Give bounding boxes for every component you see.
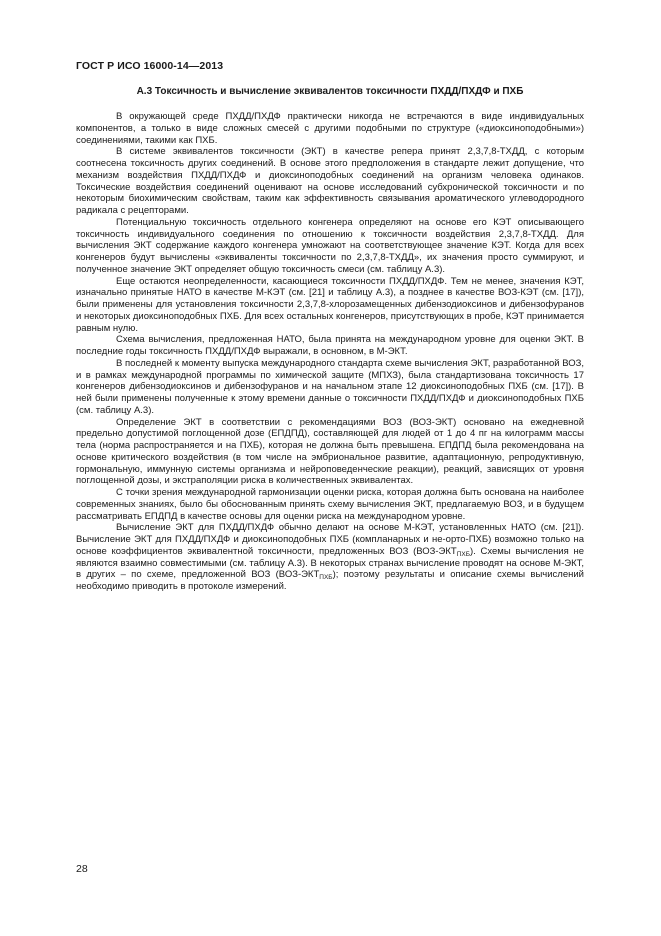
document-header: ГОСТ Р ИСО 16000-14—2013 xyxy=(76,60,224,72)
body-text xyxy=(76,111,584,593)
paragraph xyxy=(76,522,584,593)
paragraph: В окружающей среде ПХДД/ПХДФ практически никогда не встречаются в виде индивидуальных компонентов, а только в виде сложных смесей с другими подобными по структуре («диоксиноподобными») соединениями, такими как ПХБ. xyxy=(76,111,584,146)
paragraph: Определение ЭКТ в соответствии с рекомендациями ВОЗ (ВОЗ-ЭКТ) основано на ежедневной предельно допустимой поглощенной дозе (ЕПДПД), составляющей для людей от 1 до 4 пг на килограмм массы тела (норма распространяется и на ПХБ), которая не должна быть превышена. ЕПДПД была рекомендована на основе критического воздействия (в том числе на эмбриональное развитие, адаптационную, репродуктивную, гормональную, иммунную системы организма и нейроповеденческие реакции), реакций, зависящих от уровня поглощенной дозы, и экстраполяции риска в количественных эквивалентах. xyxy=(76,416,584,487)
paragraph-text: ). Схемы вычисления не являются взаимно совместимыми (см. таблицу А.3). В некоторых странах вычисление проводят на основе М-ЭКТ, в других – по схеме, предложенной ВОЗ (ВОЗ-ЭКТ xyxy=(76,545,584,581)
subscript: ПХБ xyxy=(456,550,471,558)
paragraph: Схема вычисления, предложенная НАТО, была принята на международном уровне для оценки ЭКТ. В последние годы токсичность ПХДД/ПХДФ выражали, в основном, в М-ЭКТ. xyxy=(76,334,584,357)
paragraph: С точки зрения международной гармонизации оценки риска, которая должна быть основана на наиболее современных знаниях, было бы обоснованным принять схему вычисления ЭКТ, предлагаемую ВОЗ, и в будущем рассматривать ЕПДПД в качестве основы для оценки риска на международном уровне. xyxy=(76,487,584,522)
paragraph: Еще остаются неопределенности, касающиеся токсичности ПХДД/ПХДФ. Тем не менее, значения КЭТ, изначально принятые НАТО в качестве М-КЭТ (см. [21] и таблицу А.3), а позднее в качестве ВОЗ-КЭТ (см. [17]), были применены для установления токсичности 2,3,7,8-хлорозамещенных дибензодиоксинов и дибензофуранов и некоторых диоксиноподобных ПХБ. Для всех остальных конгенеров, присутствующих в пробе, КЭТ принимается равным нулю. xyxy=(76,275,584,334)
paragraph: Потенциальную токсичность отдельного конгенера определяют на основе его КЭТ описывающего токсичность индивидуального соединения по отношению к токсичности воздействия 2,3,7,8-ТХДД. Для вычисления ЭКТ содержание каждого конгенера умножают на соответствующее значение КЭТ. Когда для всех конгенеров будут вычислены «эквиваленты токсичности по 2,3,7,8-ТХДД», их значения просто суммируют, и полученное значение ЭКТ определяет общую токсичность смеси (см. таблицу А.3). xyxy=(76,216,584,275)
paragraph: В системе эквивалентов токсичности (ЭКТ) в качестве репера принят 2,3,7,8-ТХДД, с которым соотнесена токсичность других соединений. В основе этого предположения в стандарте лежит допущение, что механизм воздействия ПХДД/ПХДФ и диоксиноподобных соединений на организм человека одинаков. Токсические воздействия соединений оценивают на основе исследований субхронической токсичности и по некоторым биохимическим свойствам, таким как эффективность связывания ароматического углеводородного радикала с рецепторами. xyxy=(76,146,584,216)
paragraph-text: Вычисление ЭКТ для ПХДД/ПХДФ обычно делают на основе М-КЭТ, установленных НАТО (см. [21]). Вычисление ЭКТ для ПХДД/ПХДФ и диоксиноподобных ПХБ (компланарных и не-орто-ПХБ) возможно только на основе коэффициентов эквивалентной токсичности, предложенных ВОЗ (ВОЗ-ЭКТ xyxy=(76,522,584,557)
subscript: ПХБ xyxy=(319,574,333,582)
paragraph: В последней к моменту выпуска международного стандарта схеме вычисления ЭКТ, разработанной ВОЗ, и в рамках международной программы по химической защите (МПХЗ), была стандартизована токсичность 17 конгенеров дибензодиоксинов и дибензофуранов и на начальном этапе 12 диоксиноподобных ПХБ (см. [17]). В ней были применены полученные к этому времени данные о токсичности ПХДД/ПХДФ и диоксиноподобных ПХБ (см. таблицу А.3). xyxy=(76,357,584,416)
paragraph-text: ); поэтому результаты и описание схемы вычислений необходимо приводить в протоколе измерений. xyxy=(76,569,584,592)
page-number: 28 xyxy=(76,863,88,875)
section-title: А.3 Токсичность и вычисление эквивалентов токсичности ПХДД/ПХДФ и ПХБ xyxy=(136,86,524,97)
